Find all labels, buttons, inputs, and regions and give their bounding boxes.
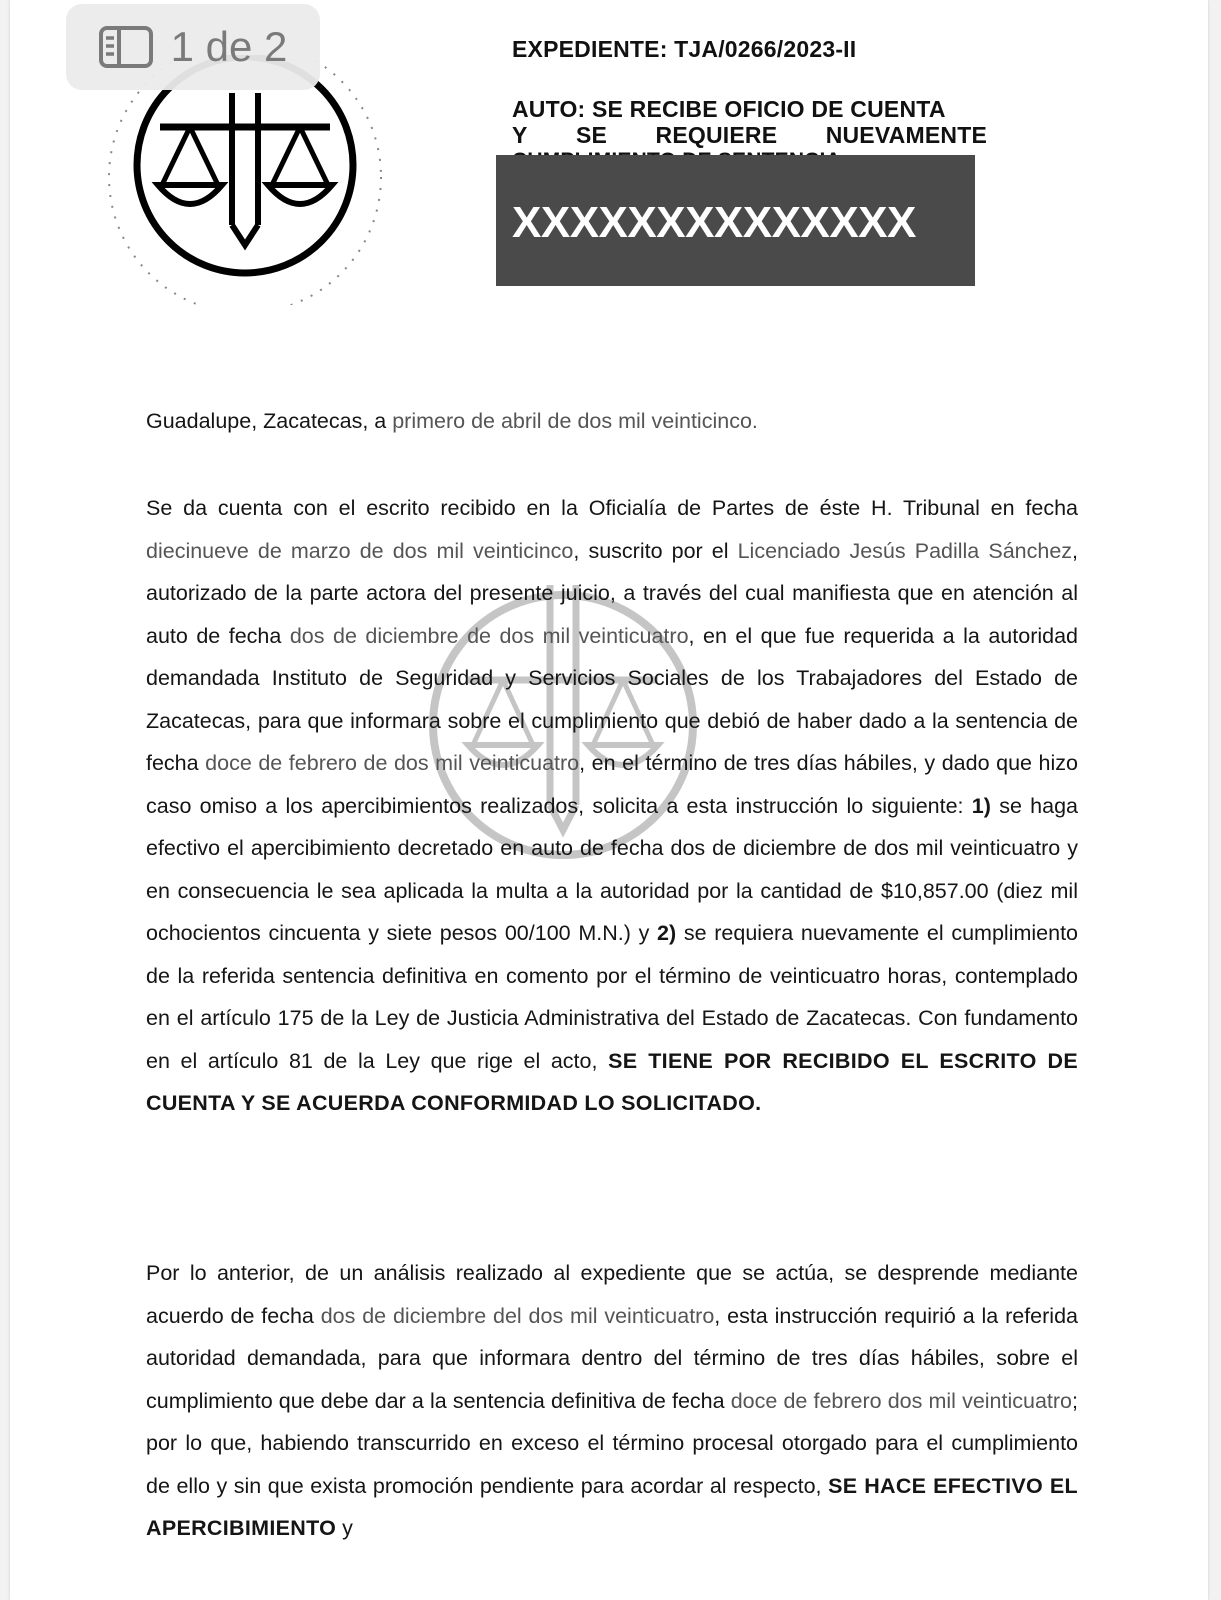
date-line: Guadalupe, Zacatecas, a primero de abril de dos mil veinticinco. [146, 409, 758, 433]
document-page [10, 0, 1208, 1600]
auto-title-line-1: AUTO: SE RECIBE OFICIO DE CUENTA [512, 96, 946, 122]
page-indicator-label: 1 de 2 [170, 23, 288, 70]
redaction-text: XXXXXXXXXXXXXX [512, 198, 916, 247]
page-indicator-button[interactable] [66, 4, 320, 90]
paragraph-2: Por lo anterior, de un análisis realizado al expediente que se actúa, se desprende mediante acuerdo de fecha dos de diciembre del dos mil veinticuatro, esta instrucción requirió a la referida autoridad demandada, para que informara dentro del término de tres días hábiles, sobre el cumplimiento que debe dar a la sentencia definitiva de fecha doce de febrero dos mil veinticuatro; por lo que, habiendo transcurrido en exceso el término procesal otorgado para el cumplimiento de ello y sin que exista promoción pendiente para acordar al respecto, SE HACE EFECTIVO EL APERCIBIMIENTO y [146, 1261, 1078, 1540]
tribunal-seal-icon [100, 55, 390, 305]
expediente-number: EXPEDIENTE: TJA/0266/2023-II [512, 36, 857, 62]
header-block [512, 36, 987, 174]
sidebar-toggle-icon[interactable] [99, 26, 153, 68]
auto-title-line-2: Y SE REQUIERE NUEVAMENTE [512, 122, 987, 148]
paragraph-1: Se da cuenta con el escrito recibido en la Oficialía de Partes de éste H. Tribunal en fecha diecinueve de marzo de dos mil veinticinco, suscrito por el Licenciado Jesús Padilla Sánchez, autorizado de la parte actora del presente juicio, a través del cual manifiesta que en atención al auto de fecha dos de diciembre de dos mil veinticuatro, en el que fue requerida a la autoridad demandada Instituto de Seguridad y Servicios Sociales de los Trabajadores del Estado de Zacatecas, para que informara sobre el cumplimiento que debió de haber dado a la sentencia de fecha doce de febrero de dos mil veinticuatro, en el término de tres días hábiles, y dado que hizo caso omiso a los apercibimientos realizados, solicita a esta instrucción lo siguiente: 1) se haga efectivo el apercibimiento decretado en auto de fecha dos de diciembre de dos mil veinticuatro y en consecuencia le sea aplicada la multa a la autoridad por la cantidad de $10,857.00 (diez mil ochocientos cincuenta y siete pesos 00/100 M.N.) y 2) se requiera nuevamente el cumplimiento de la referida sentencia definitiva en comento por el término de veinticuatro horas, contemplado en el artículo 175 de la Ley de Justicia Administrativa del Estado de Zacatecas. Con fundamento en el artículo 81 de la Ley que rige el acto, SE TIENE POR RECIBIDO EL ESCRITO DE CUENTA Y SE ACUERDA CONFORMIDAD LO SOLICITADO. [146, 496, 1079, 1115]
